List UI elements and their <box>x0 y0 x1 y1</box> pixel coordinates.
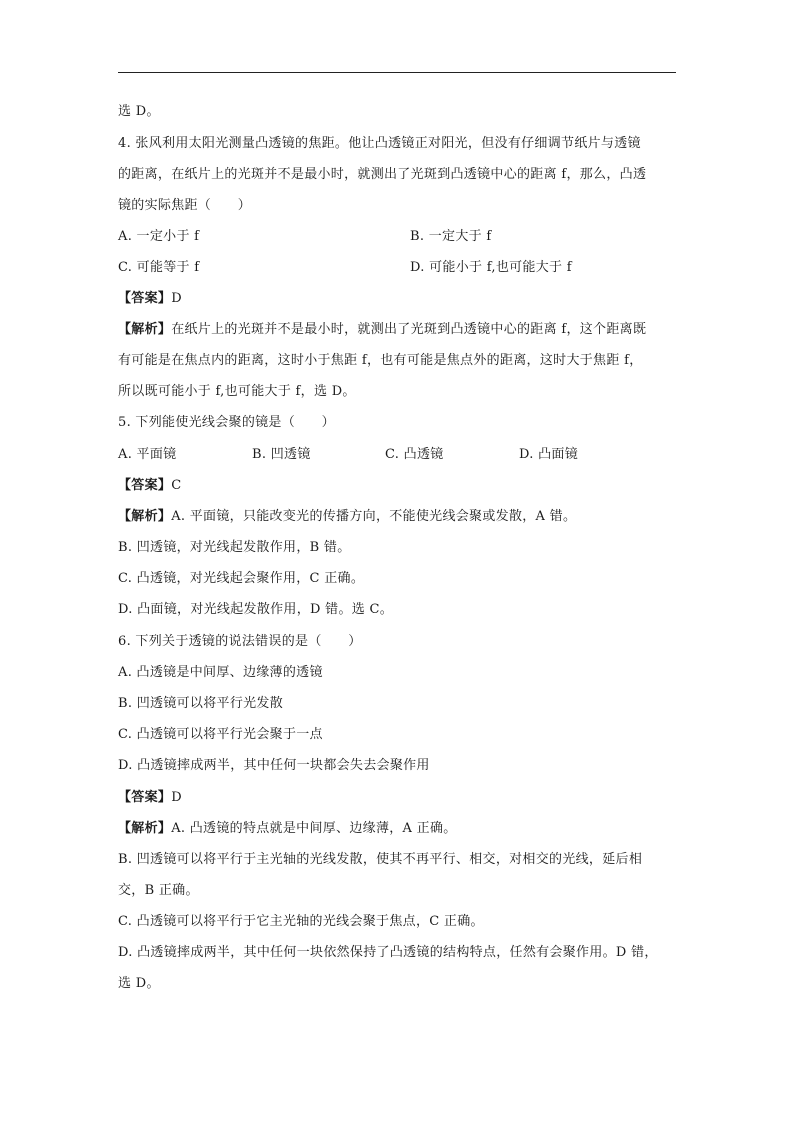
q5-option-d: D. 凸面镜 <box>519 447 579 462</box>
analysis-text: 在纸片上的光斑并不是最小时，就测出了光斑到凸透镜中心的距离 f，这个距离既 <box>171 322 647 337</box>
analysis-text: A. 平面镜，只能改变光的传播方向，不能使光线会聚或发散，A 错。 <box>171 509 577 524</box>
q5-answer <box>118 476 678 496</box>
q6-option-b: B. 凹透镜可以将平行光发散 <box>118 696 284 711</box>
answer-tag: 【答案】 <box>118 291 172 306</box>
q4-stem-line-3: 镜的实际焦距（ ） <box>118 198 252 213</box>
q4-analysis-line-1 <box>118 320 678 340</box>
q6-analysis-line-5: D. 凸透镜摔成两半，其中任何一块依然保持了凸透镜的结构特点，任然有会聚作用。D 错， <box>118 945 658 960</box>
q5-analysis-line-3: C. 凸透镜，对光线起会聚作用，C 正确。 <box>118 571 365 586</box>
q5-stem: 5. 下列能使光线会聚的镜是（ ） <box>118 415 335 430</box>
q6-stem: 6. 下列关于透镜的说法错误的是（ ） <box>118 634 362 649</box>
q6-option-a: A. 凸透镜是中间厚、边缘薄的透镜 <box>118 665 323 680</box>
q4-stem-line-2: 的距离，在纸片上的光斑并不是最小时，就测出了光斑到凸透镜中心的距离 f，那么，凸透 <box>118 167 647 182</box>
q6-analysis-line-3: 交，B 正确。 <box>118 883 199 898</box>
q4-analysis-line-3: 所以既可能小于 f,也可能大于 f，选 D。 <box>118 384 356 399</box>
prev-answer-line: 选 D。 <box>118 104 160 119</box>
answer-tag: 【答案】 <box>118 478 172 493</box>
q4-option-a: A. 一定小于 f <box>118 229 200 244</box>
q6-option-c: C. 凸透镜可以将平行光会聚于一点 <box>118 727 323 742</box>
q6-analysis-line-2: B. 凹透镜可以将平行于主光轴的光线发散，使其不再平行、相交，对相交的光线，延后相 <box>118 852 643 867</box>
q4-analysis-line-2: 有可能是在焦点内的距离，这时小于焦距 f，也有可能是焦点外的距离，这时大于焦距 f， <box>118 353 643 368</box>
header-rule <box>118 72 676 73</box>
answer-tag: 【答案】 <box>118 790 172 805</box>
q6-analysis-line-4: C. 凸透镜可以将平行于它主光轴的光线会聚于焦点，C 正确。 <box>118 914 484 929</box>
q5-analysis-line-1 <box>118 507 678 527</box>
q4-option-d: D. 可能小于 f,也可能大于 f <box>410 260 572 275</box>
q6-analysis-line-1 <box>118 819 678 839</box>
q4-option-c: C. 可能等于 f <box>118 260 200 275</box>
analysis-tag: 【解析】 <box>118 509 172 524</box>
q5-analysis-line-2: B. 凹透镜，对光线起发散作用，B 错。 <box>118 540 351 555</box>
q5-option-c: C. 凸透镜 <box>385 447 444 462</box>
answer-value: D <box>171 790 182 805</box>
q5-option-a: A. 平面镜 <box>118 447 177 462</box>
analysis-tag: 【解析】 <box>118 322 172 337</box>
q5-analysis-line-4: D. 凸面镜，对光线起发散作用，D 错。选 C。 <box>118 602 394 617</box>
analysis-tag: 【解析】 <box>118 821 172 836</box>
q6-option-d: D. 凸透镜摔成两半，其中任何一块都会失去会聚作用 <box>118 758 430 773</box>
q4-answer <box>118 289 678 309</box>
q6-analysis-line-6: 选 D。 <box>118 976 160 991</box>
analysis-text: A. 凸透镜的特点就是中间厚、边缘薄，A 正确。 <box>171 821 457 836</box>
q5-option-b: B. 凹透镜 <box>252 447 311 462</box>
answer-value: C <box>171 478 182 493</box>
answer-value: D <box>171 291 182 306</box>
q6-answer <box>118 788 678 808</box>
q4-option-b: B. 一定大于 f <box>410 229 492 244</box>
q4-stem-line-1: 4. 张风利用太阳光测量凸透镜的焦距。他让凸透镜正对阳光，但没有仔细调节纸片与透镜 <box>118 136 641 151</box>
